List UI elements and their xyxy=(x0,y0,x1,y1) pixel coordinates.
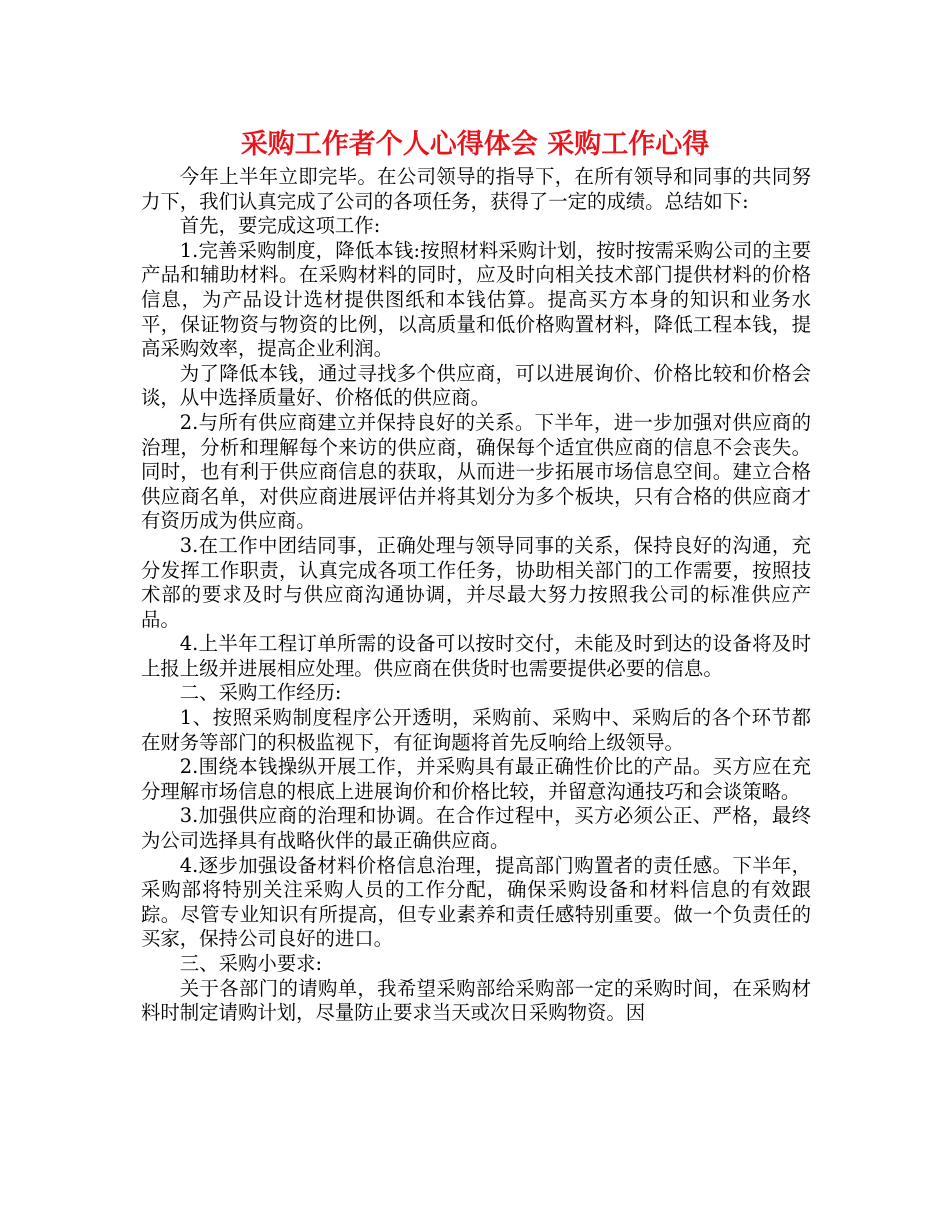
paragraph: 3.加强供应商的治理和协调。在合作过程中，买方必须公正、严格，最终为公司选择具有战略伙伴的最正确供应商。 xyxy=(141,804,811,853)
paragraph: 今年上半年立即完毕。在公司领导的指导下，在所有领导和同事的共同努力下，我们认真完成了公司的各项任务，获得了一定的成绩。总结如下: xyxy=(141,165,811,213)
document-title: 采购工作者个人心得体会 采购工作心得 xyxy=(240,129,710,160)
paragraph: 3.在工作中团结同事，正确处理与领导同事的关系，保持良好的沟通，充分发挥工作职责，认真完成各项工作任务，协助相关部门的工作需要，按照技术部的要求及时与供应商沟通协调，并尽最大努力按照我公司的标准供应产品。 xyxy=(141,533,811,631)
paragraph: 关于各部门的请购单，我希望采购部给采购部一定的采购时间，在采购材料时制定请购计划，尽量防止要求当天或次日采购物资。因 xyxy=(141,976,811,1025)
paragraph: 首先，要完成这项工作: xyxy=(179,214,381,238)
paragraph: 2.与所有供应商建立并保持良好的关系。下半年，进一步加强对供应商的治理，分析和理解每个来访的供应商，确保每个适宜供应商的信息不会丧失。同时，也有利于供应商信息的获取，从而进一步拓展市场信息空间。建立合格供应商名单，对供应商进展评估并将其划分为多个板块，只有合格的供应商才有资历成为供应商。 xyxy=(141,410,811,533)
paragraph: 为了降低本钱，通过寻找多个供应商，可以进展询价、价格比较和价格会谈，从中选择质量好、价格低的供应商。 xyxy=(141,361,811,410)
paragraph: 1.完善采购制度，降低本钱:按照材料采购计划，按时按需采购公司的主要产品和辅助材料。在采购材料的同时，应及时向相关技术部门提供材料的价格信息，为产品设计选材提供图纸和本钱估算。提高买方本身的知识和业务水平，保证物资与物资的比例，以高质量和低价格购置材料，降低工程本钱，提高采购效率，提高企业利润。 xyxy=(141,238,811,361)
document-body xyxy=(141,165,811,1026)
paragraph: 4.逐步加强设备材料价格信息治理，提高部门购置者的责任感。下半年，采购部将特别关注采购人员的工作分配，确保采购设备和材料信息的有效跟踪。尽管专业知识有所提高，但专业素养和责任感特别重要。做一个负责任的买家，保持公司良好的进口。 xyxy=(141,853,811,951)
paragraph: 2.围绕本钱操纵开展工作，并采购具有最正确性价比的产品。买方应在充分理解市场信息的根底上进展询价和价格比较，并留意沟通技巧和会谈策略。 xyxy=(141,755,811,803)
paragraph: 1、按照采购制度程序公开透明，采购前、采购中、采购后的各个环节都在财务等部门的积极监视下，有征询题将首先反响给上级领导。 xyxy=(141,706,811,754)
section-heading: 二、采购工作经历: xyxy=(179,681,342,705)
paragraph: 4.上半年工程订单所需的设备可以按时交付，未能及时到达的设备将及时上报上级并进展相应处理。供应商在供货时也需要提供必要的信息。 xyxy=(141,632,811,680)
section-heading: 三、采购小要求: xyxy=(179,952,323,975)
